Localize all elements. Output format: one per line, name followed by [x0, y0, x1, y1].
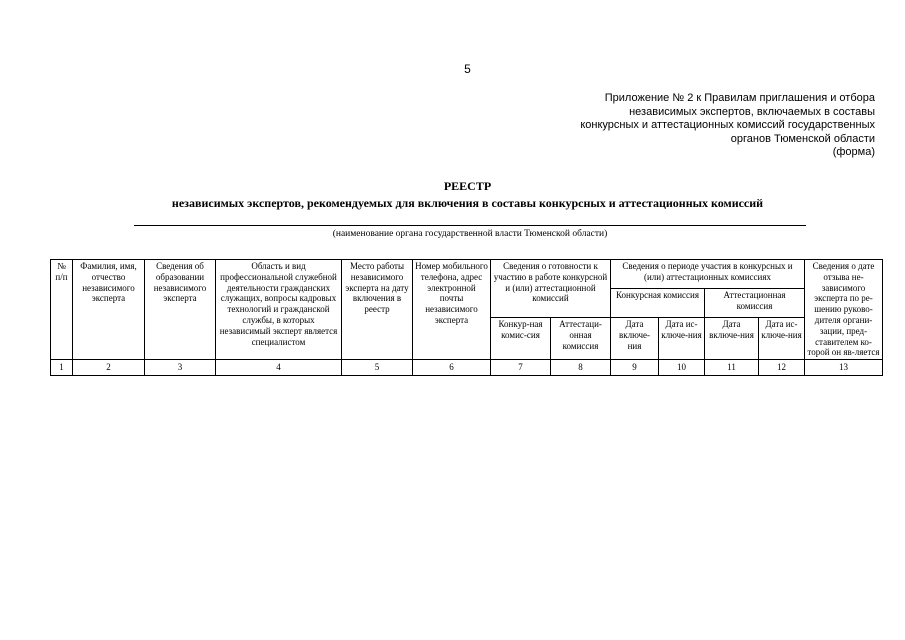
document-subtitle: независимых экспертов, рекомендуемых для включения в составы конкурсных и аттестационных комиссий — [171, 196, 764, 210]
header-number: № п/п — [51, 260, 73, 360]
page-number: 5 — [464, 62, 471, 76]
column-number: 13 — [805, 360, 883, 376]
column-number: 4 — [216, 360, 342, 376]
column-number: 8 — [551, 360, 611, 376]
column-number: 6 — [413, 360, 491, 376]
appendix-line: Приложение № 2 к Правилам приглашения и отбора — [604, 92, 875, 104]
header-readiness-competitive: Конкур-ная комис-сия — [491, 318, 551, 360]
column-number: 10 — [659, 360, 705, 376]
authority-name-line — [134, 225, 806, 226]
column-number-row — [51, 360, 883, 376]
header-workplace: Место работы независимого эксперта на дату включения в реестр — [342, 260, 413, 360]
registry-table — [50, 259, 883, 376]
appendix-line: конкурсных и аттестационных комиссий государственных — [580, 119, 875, 131]
column-number: 1 — [51, 360, 73, 376]
appendix-form-label: (форма) — [832, 146, 875, 158]
header-competitive-date-out: Дата ис-ключе-ния — [659, 318, 705, 360]
header-readiness-attestation: Аттестаци-онная комиссия — [551, 318, 611, 360]
appendix-header — [580, 92, 875, 160]
document-title: РЕЕСТР — [443, 179, 492, 193]
header-readiness: Сведения о готовности к участию в работе конкурсной и (или) аттестационной комиссий — [491, 260, 611, 318]
header-period-attestation: Аттестационная комиссия — [705, 289, 805, 318]
header-full-name: Фамилия, имя, отчество независимого эксперта — [73, 260, 145, 360]
authority-name-caption: (наименование органа государственной власти Тюменской области) — [332, 229, 608, 239]
header-competitive-date-in: Дата включе-ния — [611, 318, 659, 360]
appendix-line: независимых экспертов, включаемых в составы — [629, 105, 875, 118]
column-number: 2 — [73, 360, 145, 376]
column-number: 5 — [342, 360, 413, 376]
appendix-line: органов Тюменской области — [730, 132, 875, 145]
header-expertise-area: Область и вид профессиональной служебной деятельности гражданских служащих, вопросы кадровых технологий и гражданской службы, в которых независимый эксперт является специалистом — [216, 260, 342, 360]
header-attestation-date-out: Дата ис-ключе-ния — [759, 318, 805, 360]
header-contacts: Номер мобильного телефона, адрес электронной почты независимого эксперта — [413, 260, 491, 360]
header-recall-date: Сведения о дате отзыва не-зависимого эксперта по ре-шению руково-дителя органи-зации, пред-ставителем ко-торой он яв-ляется — [805, 260, 883, 360]
column-number: 9 — [611, 360, 659, 376]
column-number: 7 — [491, 360, 551, 376]
column-number: 3 — [145, 360, 216, 376]
header-attestation-date-in: Дата включе-ния — [705, 318, 759, 360]
header-period-competitive: Конкурсная комиссия — [611, 289, 705, 318]
column-number: 12 — [759, 360, 805, 376]
table-header-row — [51, 260, 883, 289]
header-participation-period: Сведения о периоде участия в конкурсных и (или) аттестационных комиссиях — [611, 260, 805, 289]
column-number: 11 — [705, 360, 759, 376]
header-education: Сведения об образовании независимого эксперта — [145, 260, 216, 360]
